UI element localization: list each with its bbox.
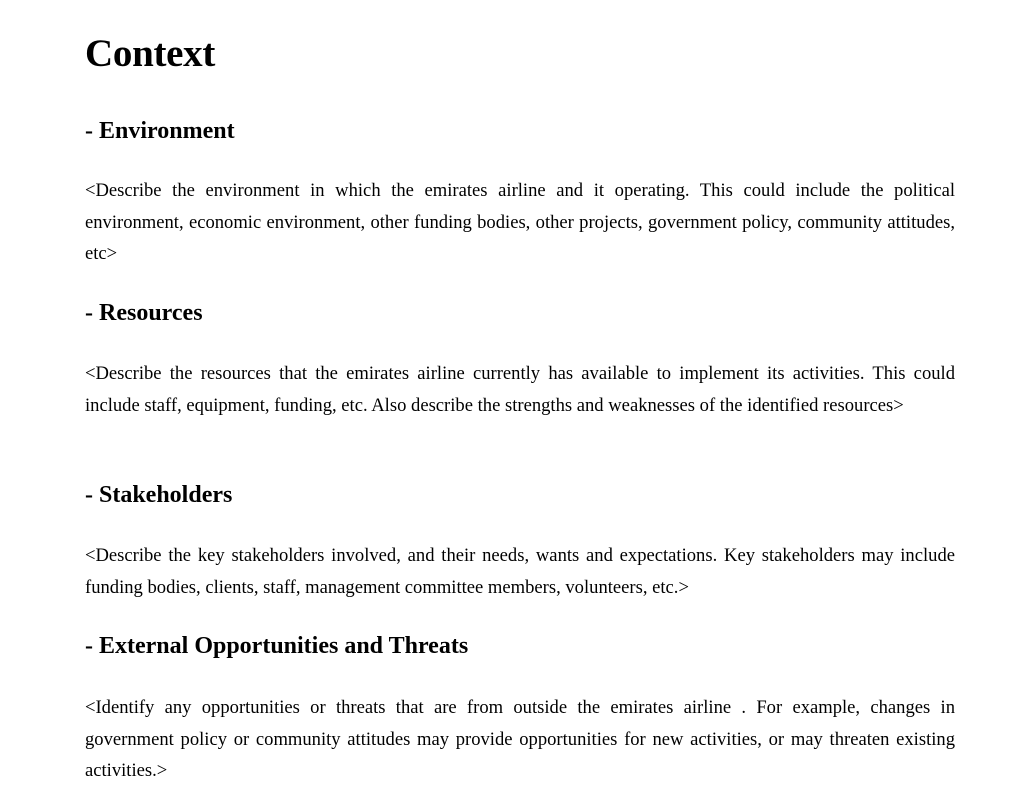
section-heading-environment: - Environment <box>85 118 235 144</box>
section-body-external-opportunities-threats: <Identify any opportunities or threats that are from outside the emirates airline . For example, changes in government policy or community attitudes may provide opportunities for new activities, or may threaten existing activities.> <box>85 697 955 781</box>
page-title: Context <box>85 32 216 75</box>
section-body-resources: <Describe the resources that the emirates airline currently has available to implement its activities. This could include staff, equipment, funding, etc. Also describe the strengths and weaknesses of the identified resources> <box>85 363 955 416</box>
section-heading-stakeholders: - Stakeholders <box>85 482 233 508</box>
section-heading-resources: - Resources <box>85 300 203 326</box>
section-heading-external-opportunities-threats: - External Opportunities and Threats <box>85 633 469 659</box>
section-body-environment: <Describe the environment in which the emirates airline and it operating. This could include the political environment, economic environment, other funding bodies, other projects, government policy, community attitudes, etc> <box>85 180 955 264</box>
section-body-stakeholders: <Describe the key stakeholders involved, and their needs, wants and expectations. Key stakeholders may include funding bodies, clients, staff, management committee members, volunteers, etc.> <box>85 545 955 598</box>
